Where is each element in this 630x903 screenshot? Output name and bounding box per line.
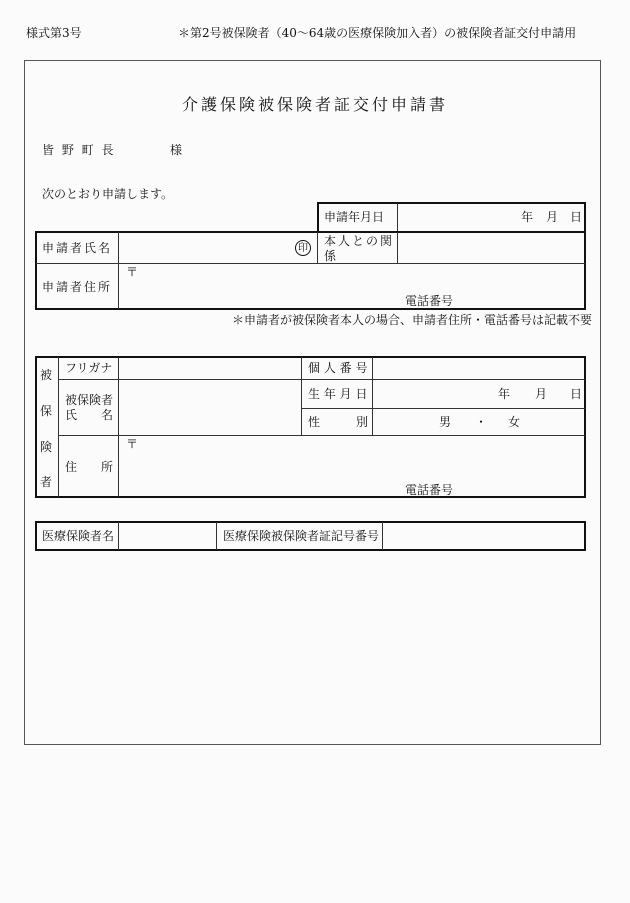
divider <box>382 522 383 550</box>
sex-male-option[interactable]: 男 <box>439 415 452 429</box>
applicant-name-label: 申請者氏名 <box>42 241 113 255</box>
divider <box>59 379 585 380</box>
applicant-address-field[interactable] <box>138 265 584 293</box>
relation-label-cont: 係 <box>324 249 337 263</box>
cert-number-field[interactable] <box>384 523 584 549</box>
cert-number-label: 医療保険被保険者証記号番号 <box>223 529 380 543</box>
intro-text: 次のとおり申請します。 <box>42 187 174 201</box>
divider <box>397 203 398 233</box>
sex-female-option[interactable]: 女 <box>508 415 521 429</box>
applicant-note: ＊申請者が被保険者本人の場合、申請者住所・電話番号は記載不要 <box>232 313 593 327</box>
divider <box>118 522 119 550</box>
insured-side-label-2: 保 <box>40 404 53 418</box>
form-title: 介護保険被保険者証交付申請書 <box>181 95 448 114</box>
divider <box>397 232 398 263</box>
birth-day-unit: 日 <box>570 387 583 401</box>
date-month-unit: 月 <box>546 210 559 224</box>
relation-field[interactable] <box>399 233 584 262</box>
insured-side-label-4: 者 <box>40 475 53 489</box>
divider <box>372 357 373 435</box>
insurer-name-field[interactable] <box>120 523 215 549</box>
insured-phone-label: 電話番号 <box>405 483 454 497</box>
furigana-field[interactable] <box>120 358 300 378</box>
divider <box>118 357 119 497</box>
insured-postal-mark: 〒 <box>126 437 139 451</box>
sex-separator: ・ <box>475 415 488 429</box>
divider <box>301 357 302 435</box>
divider <box>58 357 59 497</box>
birthdate-field[interactable] <box>374 381 584 407</box>
postal-mark: 〒 <box>126 265 139 279</box>
divider <box>302 408 585 409</box>
applicant-name-field[interactable] <box>120 233 290 262</box>
insured-name-label-cont: 氏 名 <box>65 408 114 422</box>
birth-year-unit: 年 <box>498 387 511 401</box>
insurer-name-label: 医療保険者名 <box>42 529 115 543</box>
insured-phone-field[interactable] <box>455 481 583 496</box>
divider <box>59 435 585 436</box>
insured-side-label-1: 被 <box>40 368 53 382</box>
insured-name-field[interactable] <box>120 381 300 434</box>
insured-address-field[interactable] <box>138 437 584 479</box>
addressee-honorific: 様 <box>170 143 183 157</box>
date-year-unit: 年 <box>521 210 534 224</box>
sex-label: 性 別 <box>308 415 369 429</box>
furigana-label: フリガナ <box>65 361 113 375</box>
divider <box>216 522 217 550</box>
relation-label: 本人との関 <box>324 234 395 248</box>
insured-side-label-3: 険 <box>40 440 53 454</box>
insured-name-label: 被保険者 <box>65 393 114 407</box>
application-date-label: 申請年月日 <box>324 210 385 224</box>
insured-address-label: 住 所 <box>65 460 114 474</box>
id-number-field[interactable] <box>374 358 584 378</box>
applicant-phone-field[interactable] <box>455 293 583 308</box>
divider <box>36 263 585 264</box>
seal-mark: 印 <box>295 240 311 256</box>
date-day-unit: 日 <box>570 210 583 224</box>
id-number-label: 個 人 番 号 <box>308 361 368 375</box>
form-usage-note: ＊第2号被保険者（40～64歳の医療保険加入者）の被保険者証交付申請用 <box>178 26 577 40</box>
divider <box>317 232 318 263</box>
applicant-address-label: 申請者住所 <box>42 280 113 294</box>
applicant-phone-label: 電話番号 <box>405 294 454 308</box>
divider <box>118 232 119 309</box>
addressee-name: 皆 野 町 長 <box>42 143 116 157</box>
birth-month-unit: 月 <box>535 387 548 401</box>
birthdate-label: 生 年 月 日 <box>308 387 368 401</box>
form-number: 様式第3号 <box>26 26 82 40</box>
